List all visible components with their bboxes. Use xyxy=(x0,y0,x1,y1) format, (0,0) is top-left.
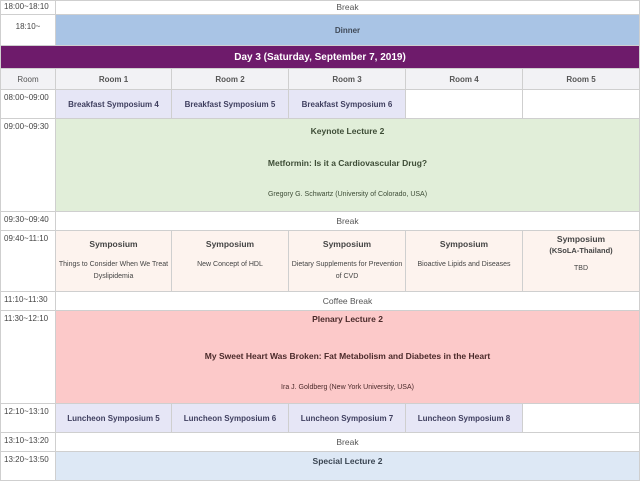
time-cell: 11:30~12:10 xyxy=(1,311,56,404)
keynote-topic: Metformin: Is it a Cardiovascular Drug? xyxy=(267,158,428,168)
symposium-topic: Things to Consider When We Treat Dyslipidemia xyxy=(58,261,169,280)
table-row xyxy=(1,119,640,212)
room-header: Room 2 xyxy=(172,69,289,90)
room-header: Room xyxy=(1,69,56,90)
table-row xyxy=(1,404,640,433)
symposium-title: Symposium xyxy=(205,239,255,249)
session-cell: Luncheon Symposium 6 xyxy=(172,404,289,433)
symposium-title: Symposium xyxy=(439,239,489,249)
symposium-topic: New Concept of HDL xyxy=(197,261,263,268)
symposium-cell xyxy=(523,231,640,292)
symposium-subtitle: (KSoLA-Thailand) xyxy=(549,246,613,255)
time-cell: 08:00~09:00 xyxy=(1,90,56,119)
time-cell: 11:10~11:30 xyxy=(1,292,56,311)
table-row xyxy=(1,90,640,119)
special-lecture-cell xyxy=(56,452,640,481)
symposium-topic: TBD xyxy=(574,265,588,272)
time-cell: 18:00~18:10 xyxy=(1,1,56,15)
coffee-break-cell: Coffee Break xyxy=(56,292,640,311)
day-header: Day 3 (Saturday, September 7, 2019) xyxy=(1,46,640,69)
room-header: Room 4 xyxy=(406,69,523,90)
room-header: Room 5 xyxy=(523,69,640,90)
keynote-cell xyxy=(56,119,640,212)
table-row xyxy=(1,292,640,311)
session-cell: Breakfast Symposium 4 xyxy=(56,90,172,119)
table-row xyxy=(1,311,640,404)
plenary-topic: My Sweet Heart Was Broken: Fat Metabolism and Diabetes in the Heart xyxy=(204,350,491,361)
session-cell: Breakfast Symposium 6 xyxy=(289,90,406,119)
time-cell: 09:30~09:40 xyxy=(1,212,56,231)
break-cell: Break xyxy=(56,433,640,452)
keynote-speaker: Gregory G. Schwartz (University of Colorado, USA) xyxy=(267,191,428,198)
table-row xyxy=(1,212,640,231)
session-cell: Luncheon Symposium 5 xyxy=(56,404,172,433)
room-header: Room 3 xyxy=(289,69,406,90)
session-cell: Luncheon Symposium 8 xyxy=(406,404,523,433)
time-cell: 13:10~13:20 xyxy=(1,433,56,452)
plenary-cell xyxy=(56,311,640,404)
symposium-cell xyxy=(406,231,523,292)
symposium-title: Symposium xyxy=(322,239,372,249)
keynote-title: Keynote Lecture 2 xyxy=(310,126,385,136)
time-cell: 09:00~09:30 xyxy=(1,119,56,212)
symposium-title: Symposium xyxy=(89,239,138,249)
symposium-topic: Bioactive Lipids and Diseases xyxy=(417,261,511,268)
symposium-cell xyxy=(56,231,172,292)
room-header: Room 1 xyxy=(56,69,172,90)
session-cell: Luncheon Symposium 7 xyxy=(289,404,406,433)
empty-cell xyxy=(406,90,523,119)
plenary-title: Plenary Lecture 2 xyxy=(312,313,383,324)
empty-cell xyxy=(523,404,640,433)
symposium-cell xyxy=(289,231,406,292)
table-row xyxy=(1,1,640,15)
table-row xyxy=(1,433,640,452)
table-row xyxy=(1,452,640,481)
time-cell: 18:10~ xyxy=(1,15,56,46)
table-row xyxy=(1,46,640,69)
symposium-cell xyxy=(172,231,289,292)
time-cell: 12:10~13:10 xyxy=(1,404,56,433)
break-cell: Break xyxy=(56,1,640,15)
session-cell: Breakfast Symposium 5 xyxy=(172,90,289,119)
special-lecture-title: Special Lecture 2 xyxy=(312,456,383,466)
time-cell: 13:20~13:50 xyxy=(1,452,56,481)
symposium-title: Symposium xyxy=(556,234,606,244)
table-row xyxy=(1,231,640,292)
room-header-row xyxy=(1,69,640,90)
break-cell: Break xyxy=(56,212,640,231)
table-row xyxy=(1,15,640,46)
plenary-speaker: Ira J. Goldberg (New York University, USA) xyxy=(281,383,414,391)
dinner-cell: Dinner xyxy=(56,15,640,46)
empty-cell xyxy=(523,90,640,119)
symposium-topic: Dietary Supplements for Prevention of CVD xyxy=(291,261,403,280)
time-cell: 09:40~11:10 xyxy=(1,231,56,292)
